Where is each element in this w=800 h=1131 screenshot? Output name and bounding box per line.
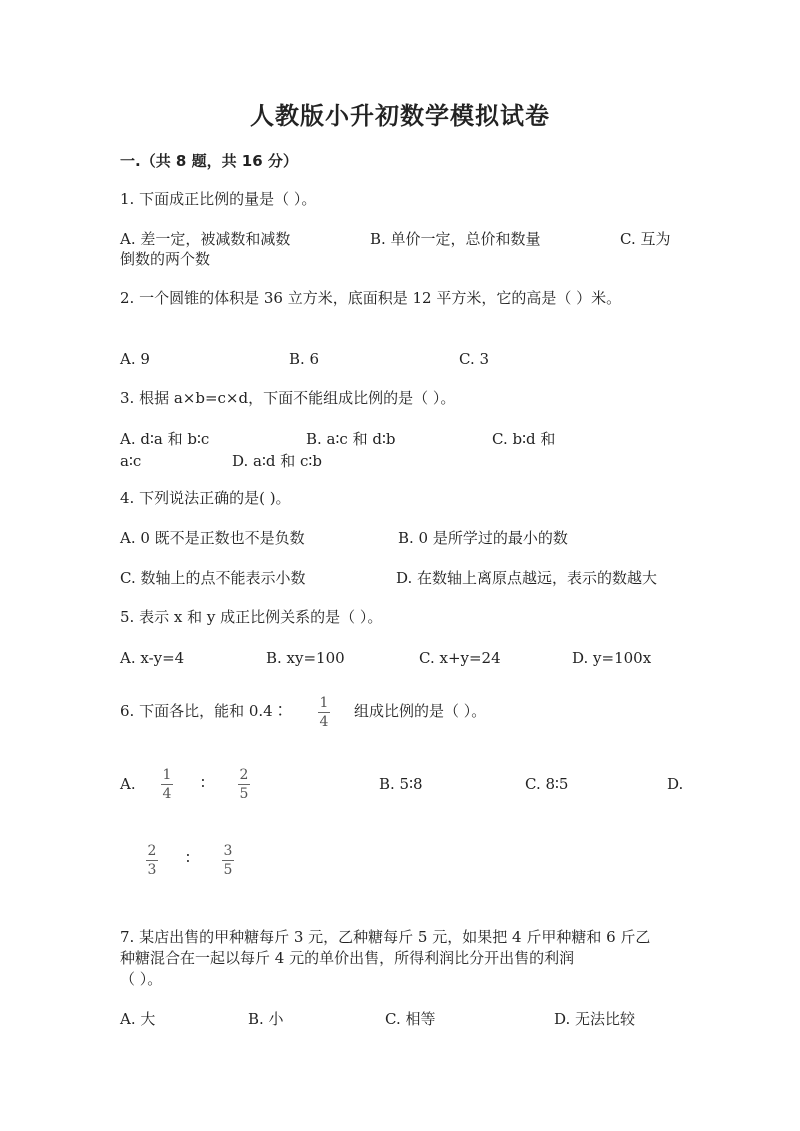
question-6-option-a-label: A.: [120, 775, 136, 793]
ratio-colon: ∶: [186, 849, 190, 867]
question-7-stem: 7. 某店出售的甲种糖每斤 3 元，乙种糖每斤 5 元，如果把 4 斤甲种糖和 6 斤乙: [120, 928, 651, 946]
question-5-option-d: D. y=100x: [572, 649, 652, 667]
section-heading: 一.（共 8 题，共 16 分）: [120, 152, 298, 170]
question-6-option-a-fraction-1: [161, 767, 173, 802]
question-3-option-d: D. a∶d 和 c∶b: [232, 452, 322, 470]
question-4-option-a: A. 0 既不是正数也不是负数: [120, 529, 305, 547]
fraction-denominator: 5: [239, 786, 249, 802]
question-5-option-a: A. x-y=4: [120, 649, 185, 667]
fraction-numerator: 2: [239, 767, 249, 783]
question-6-option-d-fraction-2: [222, 843, 234, 878]
fraction-numerator: 1: [319, 695, 329, 711]
question-7-answer-blank: （ ）。: [120, 970, 163, 988]
question-2-option-c: C. 3: [459, 350, 490, 368]
question-1-option-c-cont: 倒数的两个数: [120, 250, 211, 268]
fraction-numerator: 3: [223, 843, 233, 859]
fraction-denominator: 5: [223, 862, 233, 878]
fraction-bar: [318, 712, 330, 713]
fraction-denominator: 3: [147, 862, 157, 878]
question-7-option-a: A. 大: [120, 1010, 156, 1028]
question-2-stem: 2. 一个圆锥的体积是 36 立方米，底面积是 12 平方米，它的高是（ ）米。: [120, 289, 622, 307]
fraction-numerator: 2: [147, 843, 157, 859]
fraction-denominator: 4: [319, 714, 329, 730]
question-3-option-c-cont: a∶c: [120, 452, 142, 470]
fraction-bar: [161, 784, 173, 785]
fraction-numerator: 1: [162, 767, 172, 783]
ratio-colon: ∶: [201, 774, 205, 792]
fraction-bar: [146, 860, 158, 861]
question-4-option-d: D. 在数轴上离原点越远，表示的数越大: [396, 569, 658, 587]
question-5-option-c: C. x+y=24: [419, 649, 501, 667]
page-title: 人教版小升初数学模拟试卷: [250, 102, 550, 130]
question-1-option-c: C. 互为: [620, 230, 671, 248]
question-7-option-c: C. 相等: [385, 1010, 436, 1028]
question-4-stem: 4. 下列说法正确的是( )。: [120, 489, 291, 507]
question-6-option-b: B. 5∶8: [379, 775, 423, 793]
question-3-option-c: C. b∶d 和: [492, 430, 556, 448]
fraction-bar: [238, 784, 250, 785]
question-7-option-b: B. 小: [248, 1010, 284, 1028]
question-4-option-b: B. 0 是所学过的最小的数: [398, 529, 568, 547]
question-1-option-b: B. 单价一定，总价和数量: [370, 230, 541, 248]
question-4-option-c: C. 数轴上的点不能表示小数: [120, 569, 306, 587]
question-3-stem: 3. 根据 a×b=c×d，下面不能组成比例的是（ ）。: [120, 389, 456, 407]
question-6-option-c: C. 8∶5: [525, 775, 569, 793]
fraction-bar: [222, 860, 234, 861]
question-6-option-d-label: D.: [667, 775, 684, 793]
question-6-stem-end: 组成比例的是（ ）。: [354, 702, 487, 720]
question-6-option-d-fraction-1: [146, 843, 158, 878]
question-7-option-d: D. 无法比较: [554, 1010, 636, 1028]
question-1-option-a: A. 差一定，被减数和减数: [120, 230, 291, 248]
question-5-option-b: B. xy=100: [266, 649, 345, 667]
question-6-stem-start: 6. 下面各比，能和 0.4∶: [120, 702, 288, 720]
question-6-stem-fraction: [318, 695, 330, 730]
question-3-option-a: A. d∶a 和 b∶c: [120, 430, 210, 448]
question-2-option-b: B. 6: [289, 350, 320, 368]
question-1-stem: 1. 下面成正比例的量是（ ）。: [120, 190, 317, 208]
question-2-option-a: A. 9: [120, 350, 150, 368]
question-7-stem-cont: 种糖混合在一起以每斤 4 元的单价出售，所得利润比分开出售的利润: [120, 949, 575, 967]
question-3-option-b: B. a∶c 和 d∶b: [306, 430, 396, 448]
fraction-denominator: 4: [162, 786, 172, 802]
question-6-option-a-fraction-2: [238, 767, 250, 802]
question-5-stem: 5. 表示 x 和 y 成正比例关系的是（ ）。: [120, 608, 383, 626]
